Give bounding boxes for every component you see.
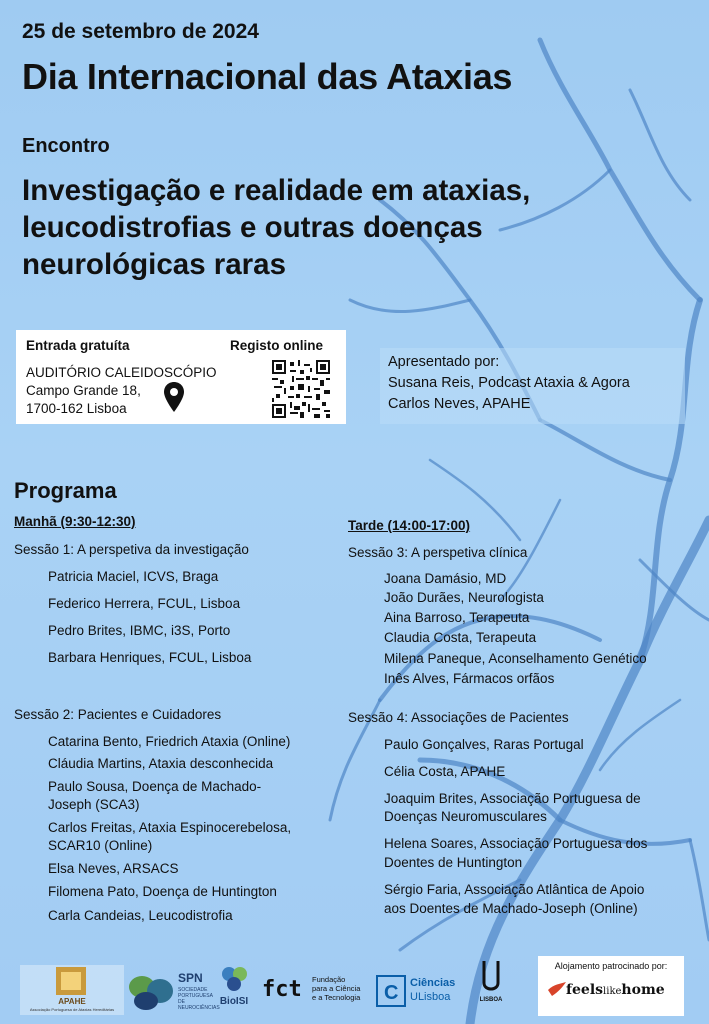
- ulisboa-name: ULisboa: [410, 991, 451, 1003]
- speaker-item: Joaquim Brites, Associação Portuguesa de: [384, 791, 641, 806]
- speaker-item: SCAR10 (Online): [48, 838, 153, 853]
- sponsor-heading: Alojamento patrocinado por:: [554, 961, 668, 971]
- presenter-line: Carlos Neves, APAHE: [388, 396, 531, 412]
- fct-caption: [312, 975, 360, 1002]
- speaker-item: Cláudia Martins, Ataxia desconhecida: [48, 756, 274, 771]
- speaker-item: Pedro Brites, IBMC, i3S, Porto: [48, 623, 231, 638]
- ulisboa-logo: [476, 961, 506, 1017]
- event-title: Dia Internacional das Ataxias: [22, 56, 513, 97]
- theme-line: neurológicas raras: [22, 248, 286, 281]
- speaker-item: Claudia Costa, Terapeuta: [384, 630, 537, 645]
- registration-label: Registo online: [230, 338, 324, 353]
- venue-address: [26, 364, 217, 418]
- fct-name: fct: [262, 977, 302, 1002]
- session-title: Sessão 2: Pacientes e Cuidadores: [14, 707, 222, 722]
- speaker-item: Inês Alves, Fármacos orfãos: [384, 671, 555, 686]
- lisboa-name: LISBOA: [479, 997, 503, 1003]
- ulisboa-logo-icon: [482, 961, 500, 995]
- qr-code-icon[interactable]: [272, 360, 330, 418]
- speaker-item: Sérgio Faria, Associação Atlântica de Apoio: [384, 882, 645, 897]
- bioisi-logo: [214, 965, 254, 1015]
- event-subtitle: Encontro: [22, 135, 110, 157]
- speaker-item: João Durães, Neurologista: [384, 590, 544, 605]
- speaker-item: Joana Damásio, MD: [384, 571, 507, 586]
- fct-logo: [262, 969, 372, 1013]
- apahe-logo: [20, 965, 124, 1015]
- sponsor-box: [538, 956, 684, 1016]
- bioisi-logo-icon: [220, 965, 248, 993]
- presenter-box: [380, 348, 685, 424]
- venue-name: AUDITÓRIO CALEIDOSCÓPIO: [26, 365, 217, 380]
- presenter-line: Susana Reis, Podcast Ataxia & Agora: [388, 375, 630, 391]
- entry-label: Entrada gratuíta: [26, 338, 130, 353]
- afternoon-heading: Tarde (14:00-17:00): [348, 518, 471, 533]
- theme-line: leucodistrofias e outras doenças: [22, 211, 483, 244]
- speaker-item: Elsa Neves, ARSACS: [48, 861, 179, 876]
- spn-logo-icon: [128, 973, 174, 1011]
- speaker-item: Milena Paneque, Aconselhamento Genético: [384, 651, 647, 666]
- speaker-item: Paulo Gonçalves, Raras Portugal: [384, 737, 584, 752]
- svg-text:C: C: [384, 982, 399, 1004]
- spn-logo: [128, 969, 220, 1013]
- speaker-item: Helena Soares, Associação Portuguesa dos: [384, 836, 648, 851]
- speaker-item: Doentes de Huntington: [384, 855, 523, 870]
- address-line: 1700-162 Lisboa: [26, 401, 127, 416]
- speaker-item: Carla Candeias, Leucodistrofia: [48, 908, 233, 923]
- morning-heading: Manhã (9:30-12:30): [14, 514, 136, 529]
- speaker-item: Filomena Pato, Doença de Huntington: [48, 884, 277, 899]
- apahe-name: APAHE: [58, 997, 86, 1006]
- speaker-item: Joseph (SCA3): [48, 797, 140, 812]
- speaker-item: Catarina Bento, Friedrich Ataxia (Online): [48, 734, 291, 749]
- program-title: Programa: [14, 478, 117, 503]
- spn-caption-line: SOCIEDADE: [178, 987, 208, 993]
- presenter-heading: Apresentado por:: [388, 354, 500, 370]
- theme-line: Investigação e realidade em ataxias,: [22, 174, 531, 207]
- sponsor-name: [566, 982, 665, 998]
- apahe-caption: Associação Portuguesa de Ataxias Hereditárias: [29, 1007, 115, 1012]
- speaker-item: aos Doentes de Machado-Joseph (Online): [384, 901, 638, 916]
- sponsor-name-part: home: [621, 982, 665, 998]
- speaker-item: Doenças Neuromusculares: [384, 809, 547, 824]
- venue-info-box: [16, 330, 346, 424]
- address-line: Campo Grande 18,: [26, 383, 141, 398]
- apahe-logo-icon: [56, 967, 86, 995]
- speaker-item: Célia Costa, APAHE: [384, 764, 506, 779]
- event-date: 25 de setembro de 2024: [22, 20, 259, 43]
- event-theme: [22, 172, 692, 283]
- ciencias-logo-icon: [376, 975, 406, 1007]
- ciencias-name: Ciências: [410, 977, 456, 989]
- spn-caption-line: PORTUGUESA: [178, 993, 213, 999]
- speaker-item: Federico Herrera, FCUL, Lisboa: [48, 596, 241, 611]
- speaker-item: Paulo Sousa, Doença de Machado-: [48, 779, 262, 794]
- session-title: Sessão 4: Associações de Pacientes: [348, 710, 569, 725]
- fct-caption-line: e a Tecnologia: [312, 993, 361, 1002]
- location-pin-icon: [164, 382, 184, 412]
- session-title: Sessão 1: A perspetiva da investigação: [14, 542, 249, 557]
- speaker-item: Barbara Henriques, FCUL, Lisboa: [48, 650, 252, 665]
- bird-logo-icon: [548, 982, 566, 998]
- ciencias-logo: [376, 973, 474, 1013]
- spn-name: SPN: [178, 971, 203, 985]
- sponsor-name-part: like: [603, 986, 622, 997]
- spn-caption-line: DE NEUROCIÊNCIAS: [178, 999, 220, 1011]
- speaker-item: Aina Barroso, Terapeuta: [384, 610, 530, 625]
- fct-caption-line: Fundação: [312, 975, 346, 984]
- speaker-item: Carlos Freitas, Ataxia Espinocerebelosa,: [48, 820, 292, 835]
- sponsor-name-part: feels: [566, 982, 604, 998]
- session-title: Sessão 3: A perspetiva clínica: [348, 545, 528, 560]
- fct-caption-line: para a Ciência: [312, 984, 361, 993]
- speaker-item: Patricia Maciel, ICVS, Braga: [48, 569, 219, 584]
- bioisi-name: BioISI: [219, 996, 249, 1007]
